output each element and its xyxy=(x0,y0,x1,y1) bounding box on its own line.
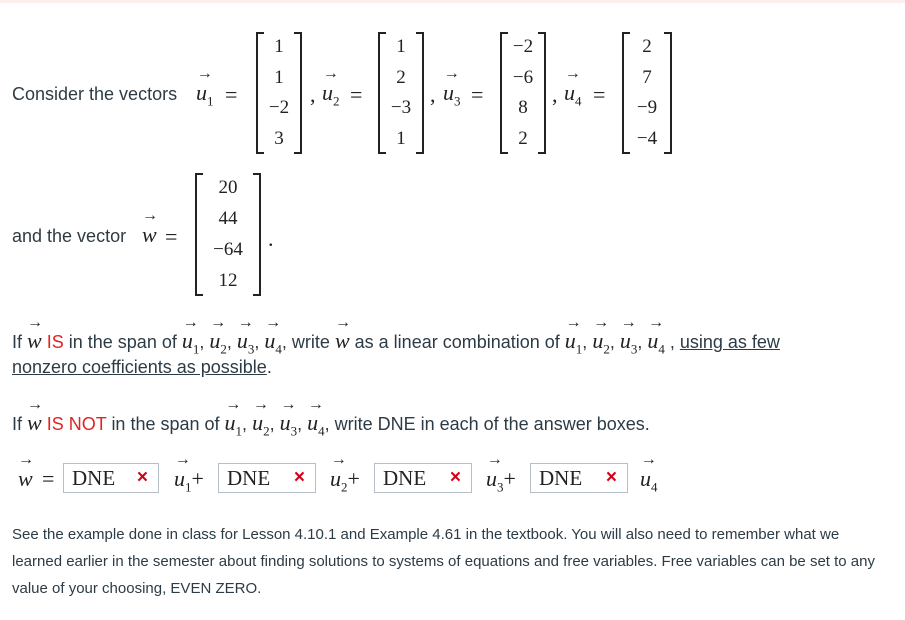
u1-symbol: → $u_1$ xyxy=(196,65,214,109)
incorrect-mark-icon: × xyxy=(136,467,148,488)
comma: , xyxy=(552,82,558,107)
u2-term: → $u_2+$ xyxy=(330,451,360,495)
w-symbol: → w xyxy=(18,451,34,491)
coefficient-input-4[interactable]: DNE × xyxy=(530,463,628,493)
incorrect-mark-icon: × xyxy=(605,467,617,488)
few-coefficients-line2: nonzero coefficients as possible. xyxy=(12,357,272,377)
u1-entry: 1 xyxy=(274,36,284,58)
and-vector-label: and the vector xyxy=(12,226,127,246)
not-in-span-instruction: If → w IS NOT in the span of → $u_1$, → $u_2$, → $u_3$, → $u_4$, write DNE in each of the answer boxes. xyxy=(12,396,650,439)
coefficient-input-3[interactable]: DNE × xyxy=(374,463,472,493)
comma: , xyxy=(430,82,436,107)
u4-matrix xyxy=(622,32,672,154)
few-coefficients-emphasis: using as few xyxy=(679,332,780,352)
u2-entry: 2 xyxy=(396,66,406,88)
equals-sign: = xyxy=(42,466,55,491)
u2-entry: −3 xyxy=(390,97,412,119)
w-entry: −64 xyxy=(213,238,243,260)
u4-symbol: → $u_4$ xyxy=(564,65,582,109)
equals-sign: = xyxy=(471,82,484,107)
u3-entry: 2 xyxy=(518,127,528,149)
equals-sign: = xyxy=(225,82,238,107)
is-keyword: IS xyxy=(46,332,64,352)
u3-entry: −2 xyxy=(512,36,534,58)
equals-sign: = xyxy=(593,82,606,107)
u2-symbol: → $u_2$ xyxy=(322,65,340,109)
is-in-span-instruction: If → w IS in the span of → $u_1$, → $u_2$, → $u_3$, → $u_4$, write → w as a linear combination of → $u_1$, → $u_2$, → $u_3$, → $u_4$ , using as few xyxy=(12,314,780,357)
consider-label: Consider the vectors xyxy=(12,84,178,104)
equals-sign: = xyxy=(165,224,178,249)
w-matrix xyxy=(195,173,261,296)
equals-sign: = xyxy=(350,82,363,107)
w-entry: 20 xyxy=(218,177,238,199)
u4-entry: −9 xyxy=(636,97,658,119)
u4-entry: −4 xyxy=(636,127,658,149)
u3-term: → $u_3+$ xyxy=(486,451,516,495)
u1-term: → $u_1+$ xyxy=(174,451,204,495)
incorrect-mark-icon: × xyxy=(449,467,461,488)
w-entry: 12 xyxy=(218,269,238,291)
u3-matrix xyxy=(500,32,546,154)
is-not-keyword: IS NOT xyxy=(46,414,107,434)
period: . xyxy=(268,226,274,251)
w-entry: 44 xyxy=(218,208,238,230)
u1-entry: 3 xyxy=(274,127,284,149)
u4-entry: 2 xyxy=(642,36,652,58)
u2-matrix xyxy=(378,32,424,154)
w-symbol: → w xyxy=(142,207,158,247)
comma: , xyxy=(310,82,316,107)
u4-entry: 7 xyxy=(642,66,652,88)
u1-matrix xyxy=(256,32,302,154)
u1-entry: −2 xyxy=(268,97,290,119)
incorrect-mark-icon: × xyxy=(293,467,305,488)
u3-entry: −6 xyxy=(512,66,534,88)
hint-note: See the example done in class for Lesson 4.10.1 and Example 4.61 in the textbook. You will also need to remember what we learned earlier in the semester about finding solutions to systems of equations and free variables. Free variables can be set to any value of your choosing, EVEN ZERO. xyxy=(12,526,875,597)
coefficient-input-2[interactable]: DNE × xyxy=(218,463,316,493)
u3-entry: 8 xyxy=(518,97,528,119)
u1-entry: 1 xyxy=(274,66,284,88)
u3-symbol: → $u_3$ xyxy=(443,65,461,109)
u2-entry: 1 xyxy=(396,127,406,149)
u4-term: → $u_4$ xyxy=(640,451,658,495)
coefficient-input-1[interactable]: DNE × xyxy=(63,463,159,493)
u2-entry: 1 xyxy=(396,36,406,58)
top-border xyxy=(0,0,905,3)
